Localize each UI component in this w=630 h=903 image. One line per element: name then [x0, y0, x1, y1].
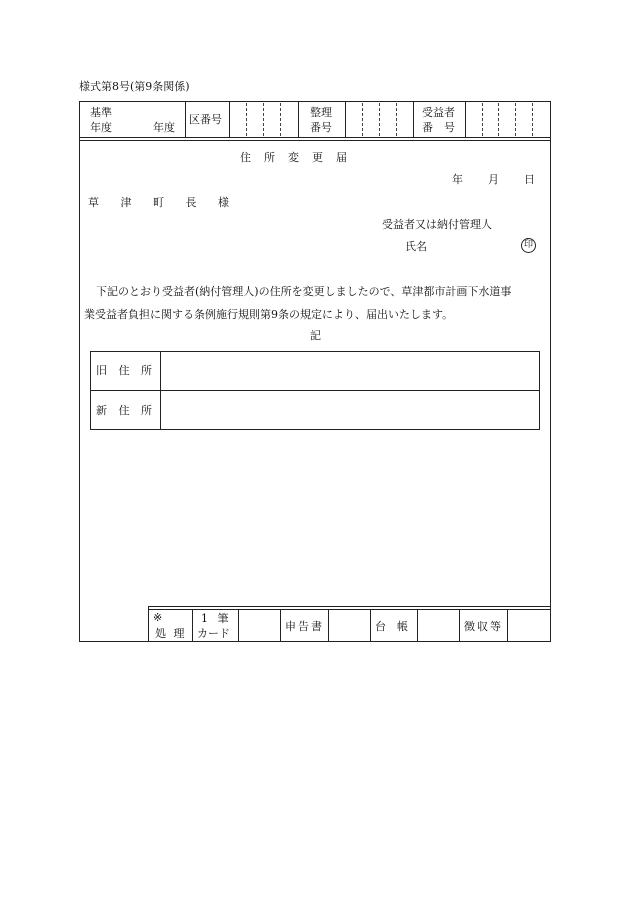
- digit-divider: [362, 103, 363, 136]
- new-address-label: 新 住 所: [96, 404, 156, 417]
- digit-divider: [396, 103, 397, 136]
- seal-mark-icon: 印: [521, 238, 536, 253]
- digit-divider: [498, 103, 499, 136]
- address-row-divider: [90, 390, 540, 391]
- seiri-label-1: 整理: [310, 106, 332, 119]
- footer-ippitsu-1: 1 筆: [201, 612, 232, 625]
- footer-shinkokusho: 申告書: [285, 620, 324, 633]
- header-divider-double: [79, 140, 551, 141]
- header-sep: [229, 101, 230, 138]
- footer-daicho: 台 帳: [375, 620, 408, 633]
- digit-divider: [280, 103, 281, 136]
- footer-sep: [417, 609, 418, 642]
- footer-divider: [148, 606, 551, 607]
- body-text-line2: 業受益者負担に関する条例施行規則第9条の規定により、届出いたします。: [84, 308, 454, 321]
- footer-sep: [459, 609, 460, 642]
- footer-sep: [280, 609, 281, 642]
- header-sep: [185, 101, 186, 138]
- nendo-label: 年度: [153, 121, 175, 134]
- ku-bango-label: 区番号: [189, 113, 222, 126]
- digit-divider: [482, 103, 483, 136]
- address-col-divider: [160, 351, 161, 430]
- applicant-name-label: 氏名: [405, 240, 427, 253]
- digit-divider: [515, 103, 516, 136]
- digit-divider: [263, 103, 264, 136]
- jueki-label-1: 受益者: [422, 106, 455, 119]
- seiri-label-2: 番号: [310, 121, 332, 134]
- jueki-label-2: 番 号: [422, 121, 455, 134]
- header-sep: [413, 101, 414, 138]
- kijun-label-1: 基準: [90, 106, 112, 119]
- addressee: 草 津 町 長 様: [88, 196, 238, 209]
- date-month: 月: [488, 173, 499, 186]
- header-divider: [79, 137, 551, 138]
- footer-sep: [507, 609, 508, 642]
- footer-sep: [370, 609, 371, 642]
- header-sep: [345, 101, 346, 138]
- date-year: 年: [452, 173, 463, 186]
- old-address-label: 旧 住 所: [96, 364, 156, 377]
- header-sep: [298, 101, 299, 138]
- form-number-label: 様式第8号(第9条関係): [79, 80, 190, 93]
- body-text-line1: 下記のとおり受益者(納付管理人)の住所を変更しましたので、草津都市計画下水道事: [96, 285, 512, 298]
- digit-divider: [379, 103, 380, 136]
- footer-ippitsu-2: カード: [197, 627, 230, 640]
- applicant-role: 受益者又は納付管理人: [382, 218, 492, 231]
- footer-divider-double: [148, 609, 551, 610]
- footer-mark: ※: [153, 611, 163, 624]
- kijun-label-2: 年度: [90, 121, 112, 134]
- footer-sep: [328, 609, 329, 642]
- footer-choshu: 徴収等: [464, 620, 503, 633]
- ki-label: 記: [310, 329, 321, 342]
- form-title: 住 所 変 更 届: [240, 151, 348, 164]
- footer-sep: [238, 609, 239, 642]
- digit-divider: [532, 103, 533, 136]
- footer-sep: [148, 606, 149, 642]
- header-sep: [465, 101, 466, 138]
- date-day: 日: [524, 173, 535, 186]
- digit-divider: [246, 103, 247, 136]
- footer-sep: [192, 609, 193, 642]
- footer-shori: 処 理: [155, 627, 187, 640]
